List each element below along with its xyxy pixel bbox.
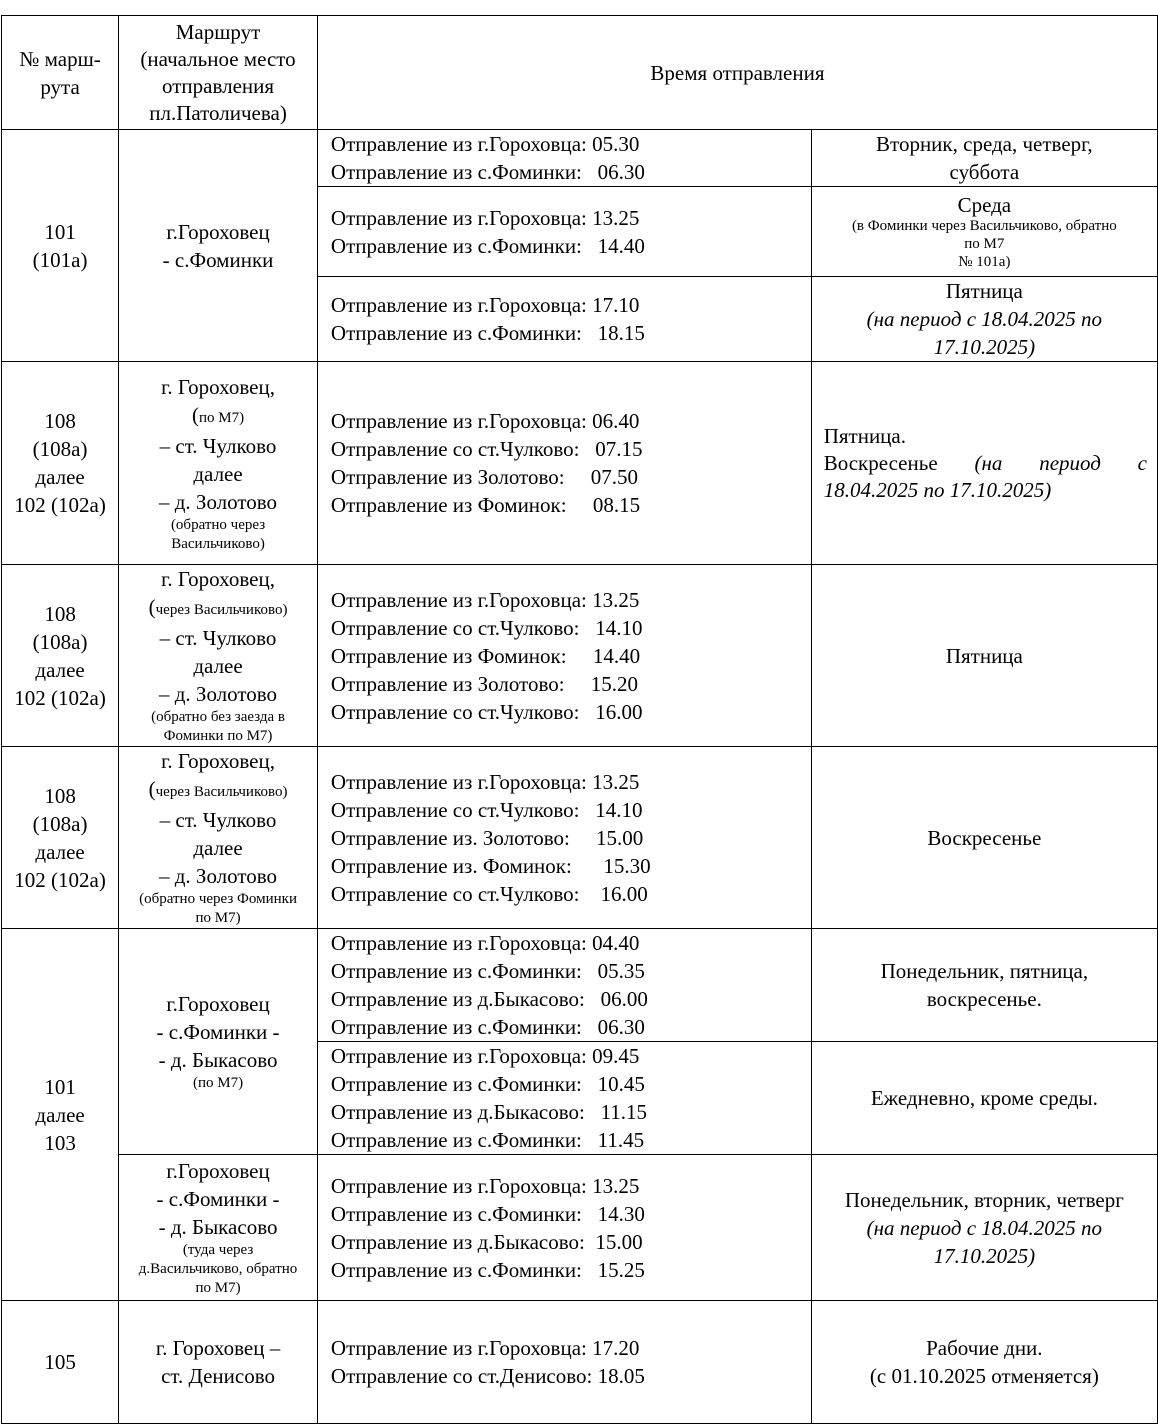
time-line: Отправление из г.Гороховца: 13.25: [330, 587, 640, 612]
route-note-line: Васильчиково): [171, 535, 265, 552]
route-line: г. Гороховец,: [161, 567, 275, 591]
days-line: Вторник, среда, четверг,: [876, 132, 1093, 156]
route-number-line: (108а): [32, 629, 88, 654]
times-cell: [317, 187, 811, 277]
route-line: – д. Золотово: [159, 489, 278, 514]
route-note-line: (туда через: [182, 1242, 254, 1258]
route-number-line: 102 (102а): [14, 867, 106, 892]
route-cell: [119, 747, 318, 929]
route-line: - д. Быкасово: [158, 1215, 278, 1239]
note-line: № 101а): [958, 253, 1011, 270]
period-line: 17.10.2025): [933, 335, 1036, 359]
route-line: (: [148, 777, 156, 801]
route-cell: [119, 1155, 318, 1301]
route-number: 101: [44, 1074, 76, 1099]
times-cell: [317, 1301, 811, 1424]
days-line: Понедельник, вторник, четверг: [844, 1187, 1124, 1212]
time-line: Отправление из. Фоминок: 15.30: [330, 853, 651, 878]
times-cell: [317, 747, 811, 929]
header-route-l4: пл.Патоличева): [149, 100, 287, 125]
route-number-line: далее: [35, 657, 85, 682]
period-line: 17.10.2025): [933, 1243, 1036, 1268]
route-number-cell: [2, 565, 119, 747]
table-row: [2, 747, 1158, 929]
time-line: Отправление из г.Гороховца: 13.25: [330, 769, 640, 794]
route-number: 108: [44, 409, 76, 433]
route-line: г. Гороховец,: [161, 749, 275, 773]
time-line: Отправление из Фоминок: 08.15: [330, 493, 641, 517]
times-cell: [317, 130, 811, 187]
days-cell: [811, 277, 1157, 362]
time-line: Отправление со ст.Чулково: 07.15: [330, 437, 643, 461]
table-row: [2, 1301, 1158, 1424]
route-line: г. Гороховец –: [155, 1336, 281, 1360]
route-number-line: далее: [35, 465, 85, 489]
route-number-line: (108а): [32, 437, 88, 461]
time-line: Отправление из г.Гороховца: 05.30: [330, 132, 640, 156]
route-note-line: по М7): [195, 1280, 241, 1296]
route-cell: [119, 929, 318, 1155]
days-cell: [811, 929, 1157, 1042]
table-row: [2, 130, 1158, 187]
days-cell: Ежедневно, кроме среды.: [811, 1042, 1157, 1155]
route-note: [125, 516, 311, 554]
header-route-l1: Маршрут: [175, 19, 261, 44]
days-note: [818, 217, 1151, 271]
days-line: Пятница: [945, 279, 1023, 303]
header-route-l2: (начальное место: [140, 46, 296, 71]
route-line: - с.Фоминки -: [156, 1187, 280, 1211]
time-line: Отправление со ст.Чулково: 14.10: [330, 797, 643, 822]
note-line: по М7: [964, 235, 1005, 252]
header-route-l3: отправления: [162, 73, 275, 98]
route-line: (: [191, 402, 199, 427]
route-number-line: далее: [35, 839, 85, 864]
time-line: Отправление из с.Фоминки: 05.35: [330, 959, 645, 983]
time-line: Отправление из Фоминок: 14.40: [330, 643, 641, 668]
time-line: Отправление из г.Гороховца: 06.40: [330, 409, 640, 433]
time-line: Отправление из д.Быкасово: 06.00: [330, 987, 648, 1011]
route-line: – д. Золотово: [159, 682, 278, 706]
route-line: по М7): [198, 409, 245, 426]
time-line: Отправление из д.Быкасово: 11.15: [330, 1100, 648, 1124]
time-line: Отправление из г.Гороховца: 09.45: [330, 1044, 640, 1068]
route-note: [125, 890, 311, 928]
route-line: далее: [193, 836, 243, 860]
route-line: г. Гороховец,: [161, 374, 275, 399]
time-line: Отправление со ст.Чулково: 16.00: [330, 881, 648, 906]
days-line: Пятница.: [823, 423, 906, 448]
days-line: (с 01.10.2025 отменяется): [869, 1364, 1099, 1388]
days-period-block: [824, 450, 1147, 504]
route-note: [125, 1241, 311, 1298]
route-line: – д. Золотово: [159, 864, 278, 888]
period-line: (на период с 18.04.2025 по 17.10.2025): [823, 450, 1148, 502]
route-line: через Васильчиково): [155, 602, 288, 618]
route-number-cell: [2, 362, 119, 565]
header-route-number-l2: рута: [40, 74, 80, 99]
route-note-line: д.Васильчиково, обратно: [138, 1261, 298, 1277]
route-note-line: (обратно через: [170, 516, 266, 533]
table-row: [2, 362, 1158, 565]
route-cell: [119, 565, 318, 747]
schedule-table: [1, 15, 1158, 1424]
route-number-line: далее: [35, 1102, 85, 1127]
route-number: 108: [44, 601, 76, 626]
time-line: Отправление из г.Гороховца: 04.40: [330, 931, 640, 955]
time-line: Отправление из с.Фоминки: 06.30: [330, 1015, 645, 1039]
days-cell: [811, 130, 1157, 187]
times-cell: [317, 362, 811, 565]
days-line: Среда: [957, 192, 1012, 217]
header-route-number: [2, 16, 119, 130]
period-line: (на период с 18.04.2025 по: [866, 1215, 1103, 1240]
note-line: (в Фоминки через Васильчиково, обратно: [851, 217, 1117, 234]
route-number-line: 102 (102а): [14, 493, 106, 517]
table-row: [2, 929, 1158, 1042]
route-number-line: 102 (102а): [14, 685, 106, 710]
route-line: ст. Денисово: [161, 1364, 275, 1388]
route-line: г.Гороховец: [166, 219, 270, 244]
time-line: Отправление из с.Фоминки: 11.45: [330, 1128, 645, 1152]
time-line: Отправление из д.Быкасово: 15.00: [330, 1229, 643, 1254]
route-note-line: (обратно без заезда в: [151, 709, 285, 725]
route-line: – ст. Чулково: [159, 626, 277, 650]
route-number-alt: (101а): [32, 247, 88, 272]
route-line: далее: [193, 461, 243, 486]
route-number-line: 103: [44, 1130, 76, 1155]
time-line: Отправление из г.Гороховца: 13.25: [330, 1173, 640, 1198]
route-note: (по М7): [192, 1075, 244, 1091]
route-number-cell: [2, 747, 119, 929]
route-cell: [119, 362, 318, 565]
route-line: - д. Быкасово: [158, 1048, 278, 1072]
header-route: [119, 16, 318, 130]
route-line: г.Гороховец: [166, 992, 270, 1016]
times-cell: [317, 565, 811, 747]
route-number-cell: [2, 929, 119, 1301]
route-cell: [119, 1301, 318, 1424]
days-cell: [811, 1301, 1157, 1424]
times-cell: [317, 1042, 811, 1155]
days-cell: [811, 1155, 1157, 1301]
time-line: Отправление со ст.Чулково: 14.10: [330, 615, 643, 640]
time-line: Отправление из г.Гороховца: 17.10: [330, 293, 640, 317]
period-line: (на период с 18.04.2025 по: [866, 307, 1103, 331]
time-line: Отправление из с.Фоминки: 14.40: [330, 233, 645, 258]
days-cell: [811, 187, 1157, 277]
time-line: Отправление из с.Фоминки: 06.30: [330, 160, 645, 184]
route-line: далее: [193, 654, 243, 678]
route-number: 108: [44, 783, 76, 808]
time-line: Отправление из. Золотово: 15.00: [330, 825, 644, 850]
times-cell: [317, 929, 811, 1042]
route-number-cell: [2, 130, 119, 362]
time-line: Отправление со ст.Чулково: 16.00: [330, 699, 643, 724]
route-line: через Васильчиково): [155, 784, 288, 800]
route-note-line: по М7): [195, 910, 241, 926]
table-row: [2, 1155, 1158, 1301]
route-note-line: (обратно через Фоминки: [139, 891, 297, 907]
header-row: [2, 16, 1158, 130]
days-cell: Пятница: [811, 565, 1157, 747]
header-departure-time: Время отправления: [317, 16, 1157, 130]
time-line: Отправление из г.Гороховца: 13.25: [330, 205, 640, 230]
days-line: Понедельник, пятница,: [880, 959, 1089, 983]
route-note: [125, 708, 311, 746]
time-line: Отправление из г.Гороховца: 17.20: [330, 1336, 640, 1360]
time-line: Отправление из Золотово: 07.50: [330, 465, 639, 489]
route-line: – ст. Чулково: [159, 433, 277, 458]
route-line: г.Гороховец: [166, 1159, 270, 1183]
route-number: 101: [44, 219, 76, 244]
route-line: (: [148, 595, 156, 619]
route-note-line: Фоминки по М7): [163, 728, 273, 744]
route-number-cell: 105: [2, 1301, 119, 1424]
route-line: - с.Фоминки: [162, 247, 274, 272]
days-line: Воскресенье: [823, 450, 938, 475]
route-number-line: (108а): [32, 811, 88, 836]
header-route-number-l1: № марш-: [19, 46, 101, 71]
days-line: Рабочие дни.: [926, 1336, 1043, 1360]
time-line: Отправление из с.Фоминки: 10.45: [330, 1072, 645, 1096]
route-line: - с.Фоминки -: [156, 1020, 280, 1044]
time-line: Отправление из с.Фоминки: 18.15: [330, 321, 645, 345]
time-line: Отправление из с.Фоминки: 14.30: [330, 1201, 645, 1226]
times-cell: [317, 1155, 811, 1301]
times-cell: [317, 277, 811, 362]
route-line: – ст. Чулково: [159, 808, 277, 832]
days-cell: [811, 362, 1157, 565]
time-line: Отправление из Золотово: 15.20: [330, 671, 639, 696]
days-cell: Воскресенье: [811, 747, 1157, 929]
table-row: [2, 565, 1158, 747]
days-line: воскресенье.: [926, 987, 1042, 1011]
route-cell: [119, 130, 318, 362]
days-line: суббота: [949, 160, 1020, 184]
time-line: Отправление со ст.Денисово: 18.05: [330, 1364, 645, 1388]
time-line: Отправление из с.Фоминки: 15.25: [330, 1257, 645, 1282]
